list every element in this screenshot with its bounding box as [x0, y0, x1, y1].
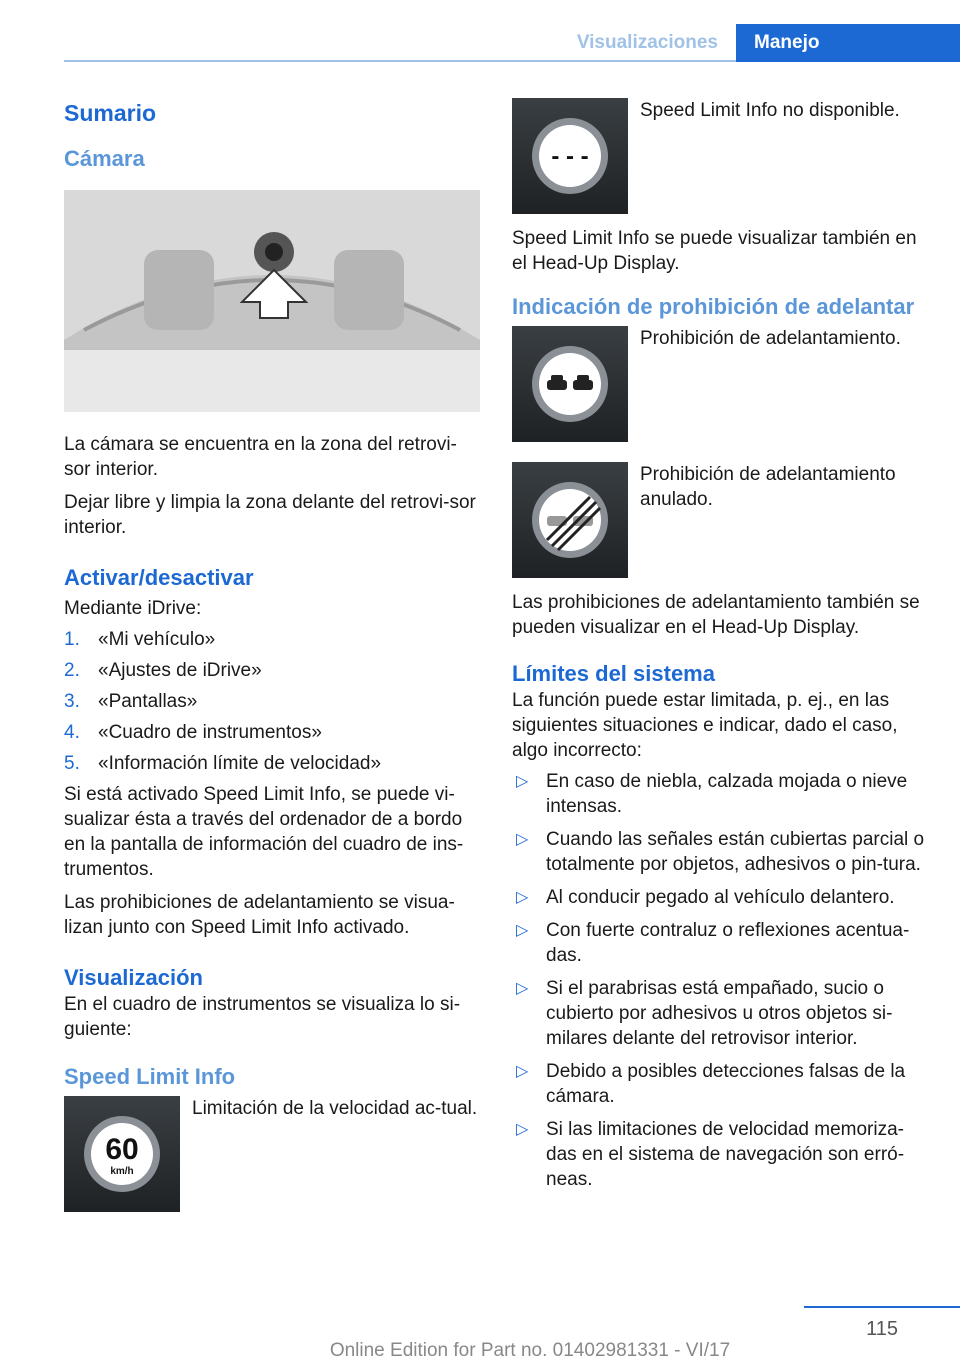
sign-row-speed: [64, 1096, 480, 1212]
list-item: 5. «Información límite de velocidad»: [64, 753, 382, 774]
triangle-bullet-icon: ▷: [516, 1063, 529, 1080]
no-overtaking-sign-icon: [512, 326, 628, 442]
triangle-bullet-icon: ▷: [516, 1121, 529, 1138]
list-item: 3. «Pantallas»: [64, 691, 198, 712]
paragraph-activado-prohibiciones: Las prohibiciones de adelantamiento se visua‐lizan junto con Speed Limit Info activado.: [64, 892, 455, 938]
paragraph-mediante: Mediante iDrive:: [64, 598, 202, 619]
list-item: ▷ En caso de niebla, calzada mojada o nieve intensas.: [512, 769, 932, 819]
left-column: [64, 98, 480, 1212]
paragraph-visualizacion: En el cuadro de instrumentos se visualiza lo si‐guiente:: [64, 994, 461, 1040]
list-item: 2. «Ajustes de iDrive»: [64, 660, 262, 681]
heading-speed-limit-info: Speed Limit Info: [64, 1064, 236, 1089]
list-item: ▷ Cuando las señales están cubiertas parcial o totalmente por objetos, adhesivos o pin‐tura.: [512, 827, 932, 877]
paragraph-activado-info: Si está activado Speed Limit Info, se puede vi‐sualizar ésta a través del ordenador de a bordo en la pantalla de información del cuadro de ins‐trumentos.: [64, 784, 464, 880]
paragraph-camara-location: La cámara se encuentra en la zona del retrovi‐sor interior.: [64, 434, 457, 480]
list-item: ▷ Debido a posibles detecciones falsas de la cámara.: [512, 1059, 932, 1109]
paragraph-limites: La función puede estar limitada, p. ej., en las siguientes situaciones e indicar, dado el caso, algo incorrecto:: [512, 690, 898, 761]
sign-row-no-disponible: [512, 98, 932, 214]
speed-limit-60-sign-icon: [64, 1096, 180, 1212]
idrive-steps-list: [64, 627, 480, 776]
triangle-bullet-icon: ▷: [516, 773, 529, 790]
sign-na-text: - - -: [551, 143, 589, 170]
heading-prohibicion: Indicación de prohibición de adelantar: [512, 294, 915, 319]
sign-row-prohibicion: [512, 326, 932, 442]
triangle-bullet-icon: ▷: [516, 831, 529, 848]
triangle-bullet-icon: ▷: [516, 889, 529, 906]
triangle-bullet-icon: ▷: [516, 922, 529, 939]
right-column: [512, 98, 932, 1200]
paragraph-anulado: Prohibición de adelantamiento anulado.: [640, 464, 896, 510]
edition-footer: Online Edition for Part no. 01402981331 - VI/17: [329, 1340, 731, 1361]
paragraph-headup-speed: Speed Limit Info se puede visualizar también en el Head-Up Display.: [512, 228, 917, 274]
tab-visualizaciones[interactable]: Visualizaciones: [576, 32, 718, 53]
paragraph-prohibicion: Prohibición de adelantamiento.: [640, 328, 901, 349]
triangle-bullet-icon: ▷: [516, 980, 529, 997]
list-item: 1. «Mi vehículo»: [64, 629, 216, 650]
paragraph-speed-limit: Limitación de la velocidad ac‐tual.: [192, 1098, 478, 1119]
tab-manejo[interactable]: Manejo: [736, 24, 960, 62]
page-number: 115: [866, 1318, 898, 1340]
speed-limit-unavailable-sign-icon: [512, 98, 628, 214]
list-item: ▷ Si el parabrisas está empañado, sucio o cubierto por adhesivos u otros objetos si‐milares delante del retrovisor interior.: [512, 976, 932, 1051]
list-item: ▷ Si las limitaciones de velocidad memoriza‐das en el sistema de navegación son erró‐neas.: [512, 1117, 932, 1192]
list-item: 4. «Cuadro de instrumentos»: [64, 722, 322, 743]
paragraph-no-disponible: Speed Limit Info no disponible.: [640, 100, 900, 121]
camera-location-photo: [64, 190, 480, 412]
list-item: ▷ Con fuerte contraluz o reflexiones acentua‐das.: [512, 918, 932, 968]
heading-limites: Límites del sistema: [512, 661, 715, 686]
paragraph-camara-clean: Dejar libre y limpia la zona delante del retrovi‐sor interior.: [64, 492, 476, 538]
car-interior-illustration: [64, 190, 480, 412]
limitations-list: [512, 769, 932, 1192]
sign-60-unit: km/h: [110, 1166, 134, 1177]
heading-camara: Cámara: [64, 146, 145, 171]
paragraph-headup-prohibiciones: Las prohibiciones de adelantamiento también se pueden visualizar en el Head-Up Display.: [512, 592, 920, 638]
end-of-no-overtaking-sign-icon: [512, 462, 628, 578]
heading-activar: Activar/desactivar: [64, 565, 254, 590]
sign-row-anulado: [512, 462, 932, 578]
heading-sumario: Sumario: [64, 100, 157, 126]
footer-rule: [804, 1306, 960, 1308]
heading-visualizacion: Visualización: [64, 965, 203, 990]
list-item: ▷ Al conducir pegado al vehículo delantero.: [512, 885, 932, 910]
sign-60-value: 60: [105, 1133, 139, 1166]
